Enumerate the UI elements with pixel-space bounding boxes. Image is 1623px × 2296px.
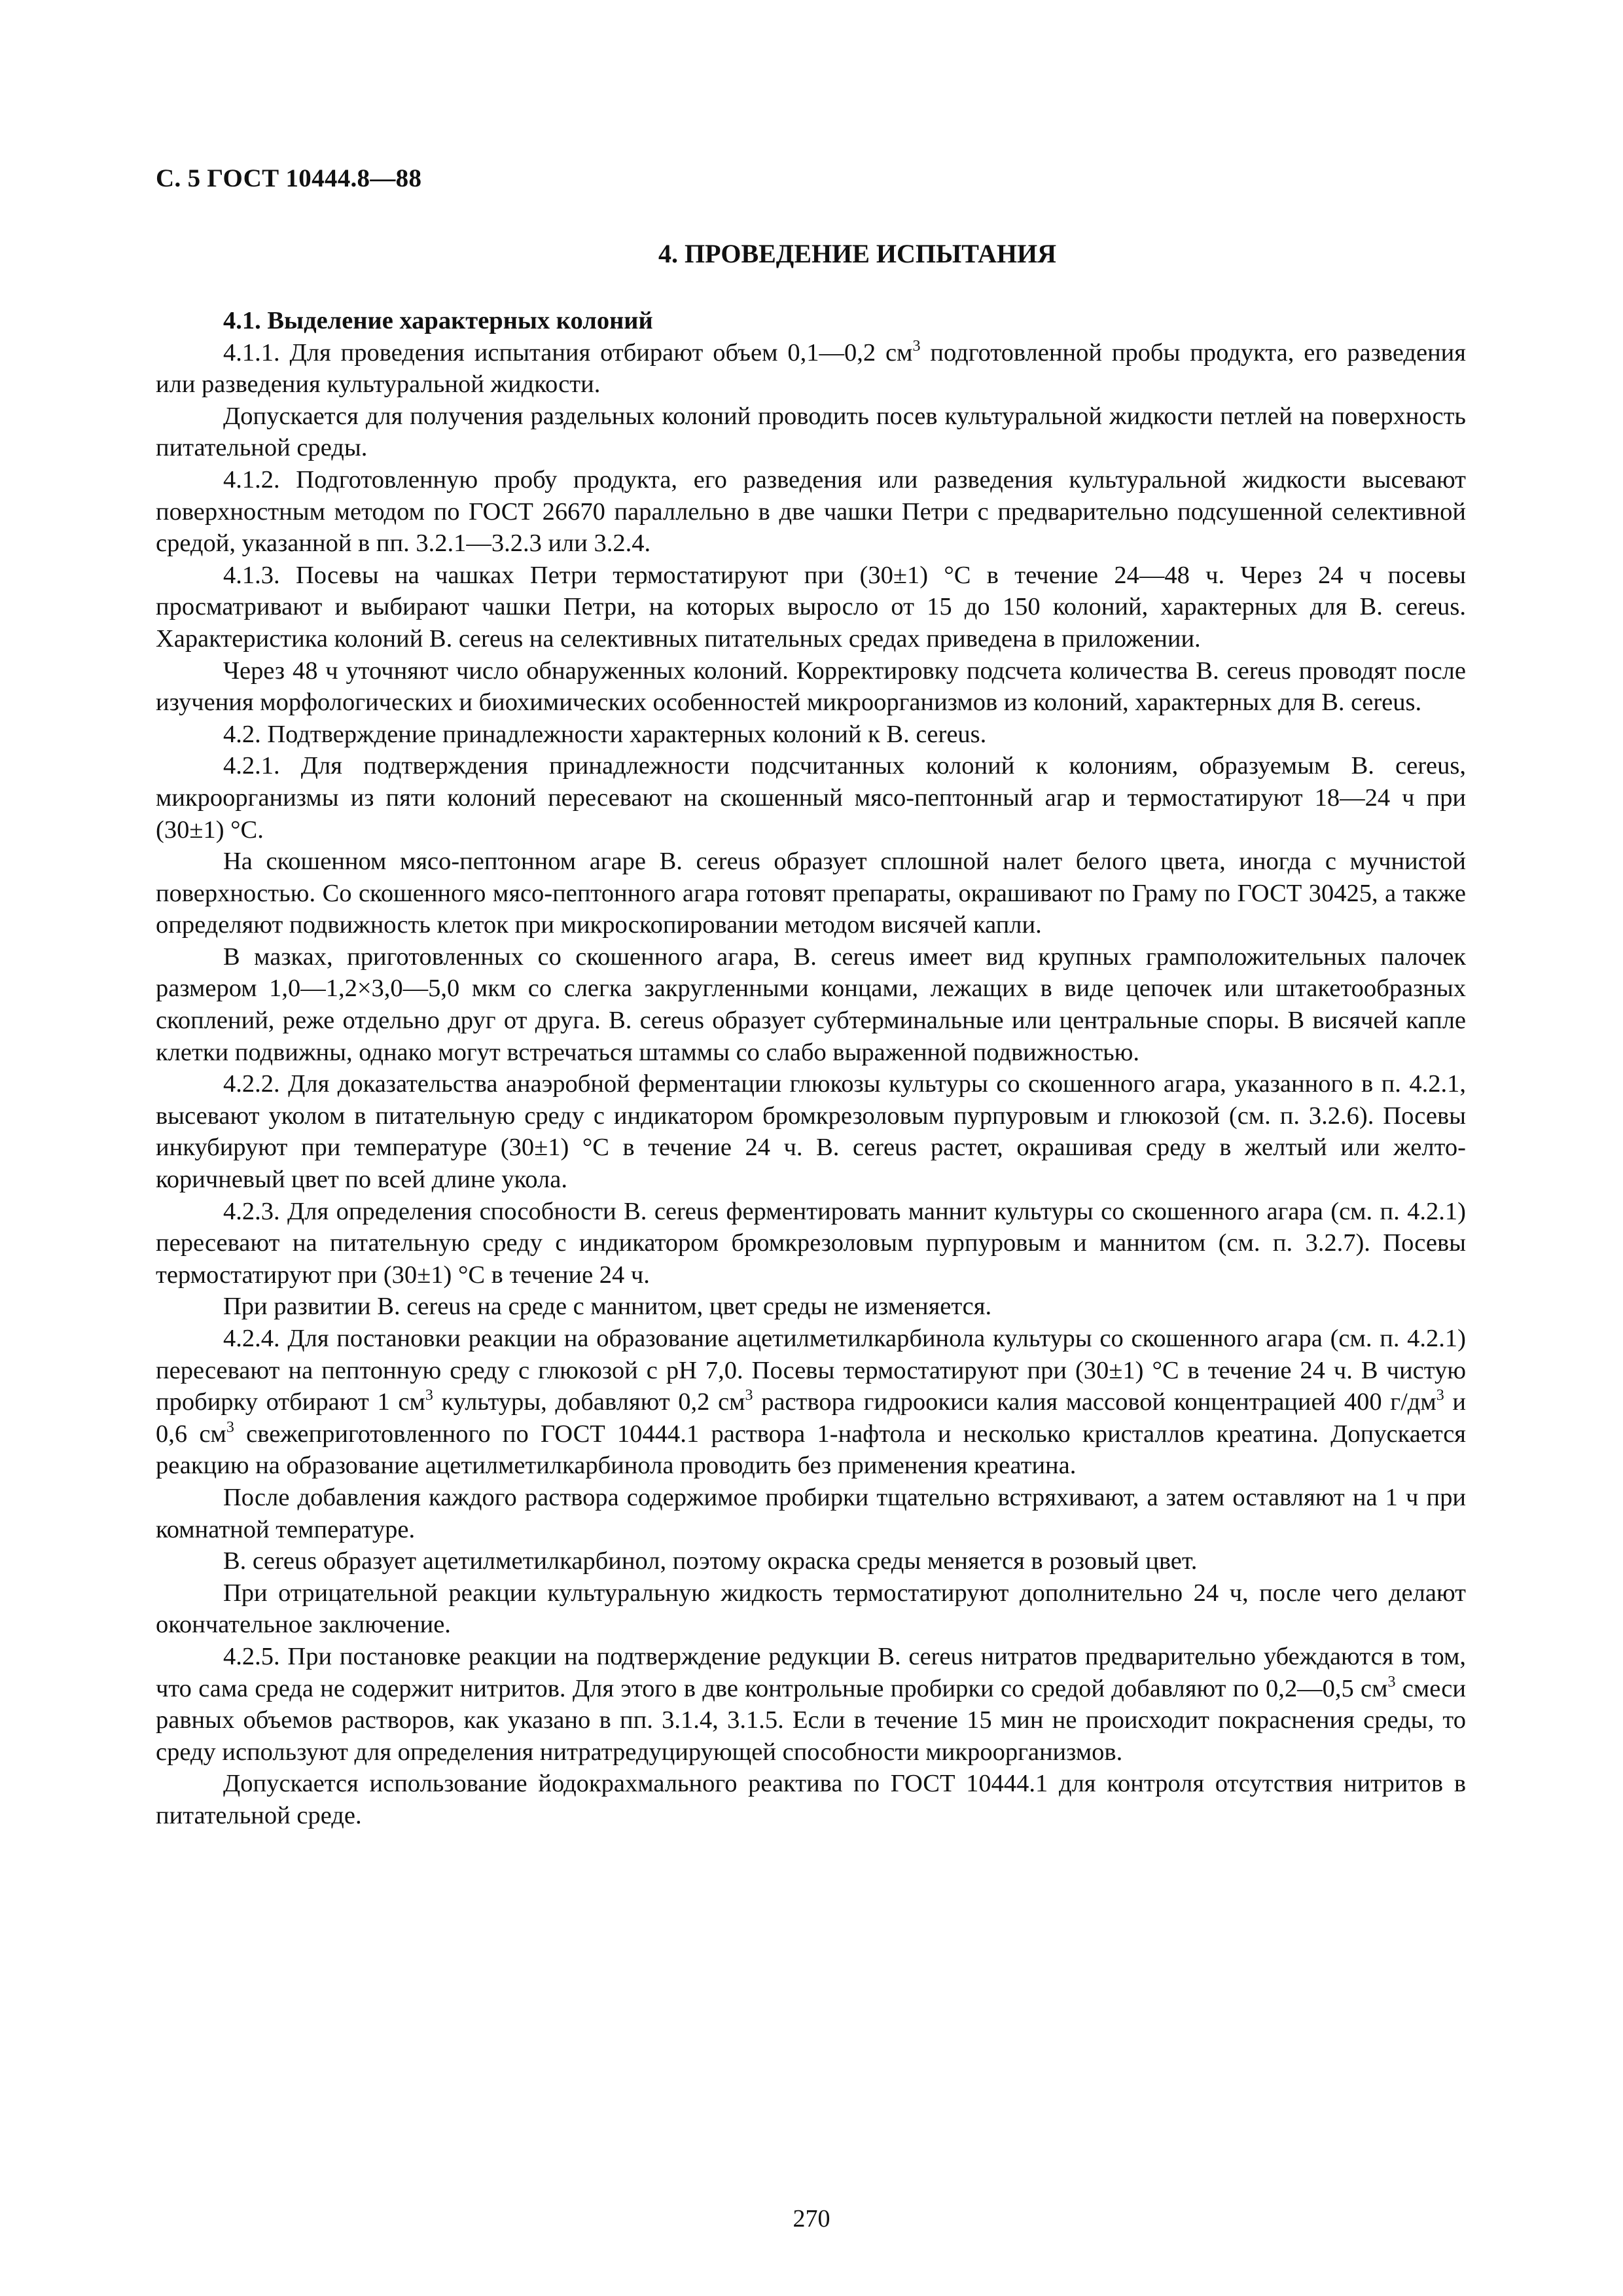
paragraph: Через 48 ч уточняют число обнаруженных колоний. Корректировку подсчета количества B. cereus проводят после изучения морфологических и биохимических особенностей микроорганизмов из колоний, характерных для B. cereus. (156, 656, 1466, 717)
paragraph: 4.2.1. Для подтверждения принадлежности подсчитанных колоний к колониям, образуемым B. cereus, микроорганизмы из пяти колоний пересевают на скошенный мясо-пептонный агар и термостатируют 18—24 ч при (30±1) °С. (156, 752, 1466, 844)
paragraph: 4.1.2. Подготовленную пробу продукта, его разведения или разведения культуральной жидкости высевают поверхностным методом по ГОСТ 26670 параллельно в две чашки Петри с предварительно подсушенной селективной средой, указанной в пп. 3.2.1—3.2.3 или 3.2.4. (156, 465, 1466, 558)
paragraph: После добавления каждого раствора содержимое пробирки тщательно встряхивают, а затем оставляют на 1 ч при комнатной температуре. (156, 1483, 1466, 1543)
paragraph: B. cereus образует ацетилметилкарбинол, поэтому окраска среды меняется в розовый цвет. (223, 1547, 1198, 1575)
superscript: 3 (912, 337, 921, 355)
paragraph: 4.2.5. При постановке реакции на подтверждение редукции B. cereus нитратов предварительно убеждаются в том, что сама среда не содержит нитритов. Для этого в две контрольные пробирки со средой добавляют по 0,2—0,5 $см^3$ смеси равных объемов растворов, как указано в пп. 3.1.4, 3.1.5. Если в течение 15 мин не происходит покраснения среды, то среду используют для определения нитратредуцирующей способности микроорганизмов. (156, 1642, 1466, 1766)
superscript: 3 (1436, 1387, 1444, 1405)
body-text (156, 305, 1466, 1832)
paragraph: 4.2. Подтверждение принадлежности характерных колоний к B. cereus. (223, 720, 987, 748)
superscript: 3 (425, 1387, 433, 1405)
paragraph: При развитии B. cereus на среде с маннитом, цвет среды не изменяется. (223, 1293, 992, 1321)
paragraph: Допускается использование йодокрахмального реактива по ГОСТ 10444.1 для контроля отсутствия нитритов в питательной среде. (156, 1770, 1466, 1829)
superscript: 3 (1387, 1673, 1396, 1691)
superscript: 3 (226, 1418, 234, 1436)
page-number: 270 (793, 2205, 830, 2233)
section-title: 4. ПРОВЕДЕНИЕ ИСПЫТАНИЯ (658, 239, 1056, 268)
paragraph: При отрицательной реакции культуральную жидкость термостатируют дополнительно 24 ч, после чего делают окончательное заключение. (156, 1579, 1466, 1639)
paragraph: 4.2.2. Для доказательства анаэробной ферментации глюкозы культуры со скошенного агара, указанного в п. 4.2.1, высевают уколом в питательную среду с индикатором бромкрезоловым пурпуровым и глюкозой (см. п. 3.2.6). Посевы инкубируют при температуре (30±1) °С в течение 24 ч. B. cereus растет, окрашивая среду в желтый или желто-коричневый цвет по всей длине укола. (156, 1070, 1466, 1194)
subsection-heading: 4.1. Выделение характерных колоний (223, 307, 653, 334)
paragraph: В мазках, приготовленных со скошенного агара, B. cereus имеет вид крупных грамположительных палочек размером 1,0—1,2×3,0—5,0 мкм со слегка закругленными концами, лежащих в виде цепочек или штакетообразных скоплений, реже отдельно друг от друга. B. cereus образует субтерминальные или центральные споры. В висячей капле клетки подвижны, однако могут встречаться штаммы со слабо выраженной подвижностью. (156, 942, 1466, 1066)
paragraph: 4.1.3. Посевы на чашках Петри термостатируют при (30±1) °С в течение 24—48 ч. Через 24 ч посевы просматривают и выбирают чашки Петри, на которых выросло от 15 до 150 колоний, характерных для B. cereus. Характеристика колоний B. cereus на селективных питательных средах приведена в приложении. (156, 561, 1466, 653)
running-header: С. 5 ГОСТ 10444.8—88 (156, 164, 422, 192)
paragraph: 4.2.3. Для определения способности B. cereus ферментировать маннит культуры со скошенного агара (см. п. 4.2.1) пересевают на питательную среду с индикатором бромкрезоловым пурпуровым и маннитом (см. п. 3.2.7). Посевы термостатируют при (30±1) °С в течение 24 ч. (156, 1197, 1466, 1289)
superscript: 3 (745, 1387, 753, 1405)
paragraph: 4.2.4. Для постановки реакции на образование ацетилметилкарбинола культуры со скошенного агара (см. п. 4.2.1) пересевают на пептонную среду с глюкозой с pH 7,0. Посевы термостатируют при (30±1) °С в течение 24 ч. В чистую пробирку отбирают 1 $см^3$ культуры, добавляют 0,2 $см^3$ раствора гидроокиси калия массовой концентрацией 400 $г/дм^3$ и 0,6 $см^3$ свежеприготовленного по ГОСТ 10444.1 раствора 1-нафтола и несколько кристаллов креатина. Допускается реакцию на образование ацетилметилкарбинола проводить без применения креатина. (156, 1325, 1467, 1480)
paragraph: Допускается для получения раздельных колоний проводить посев культуральной жидкости петлей на поверхность питательной среды. (156, 402, 1466, 462)
paragraph: 4.1.1. Для проведения испытания отбирают объем 0,1—0,2 $см^3$ подготовленной пробы продукта, его разведения или разведения культуральной жидкости. (156, 337, 1466, 399)
paragraph: На скошенном мясо-пептонном агаре B. cereus образует сплошной налет белого цвета, иногда с мучнистой поверхностью. Со скошенного мясо-пептонного агара готовят препараты, окрашивают по Граму по ГОСТ 30425, а также определяют подвижность клеток при микроскопировании методом висячей капли. (156, 848, 1466, 939)
